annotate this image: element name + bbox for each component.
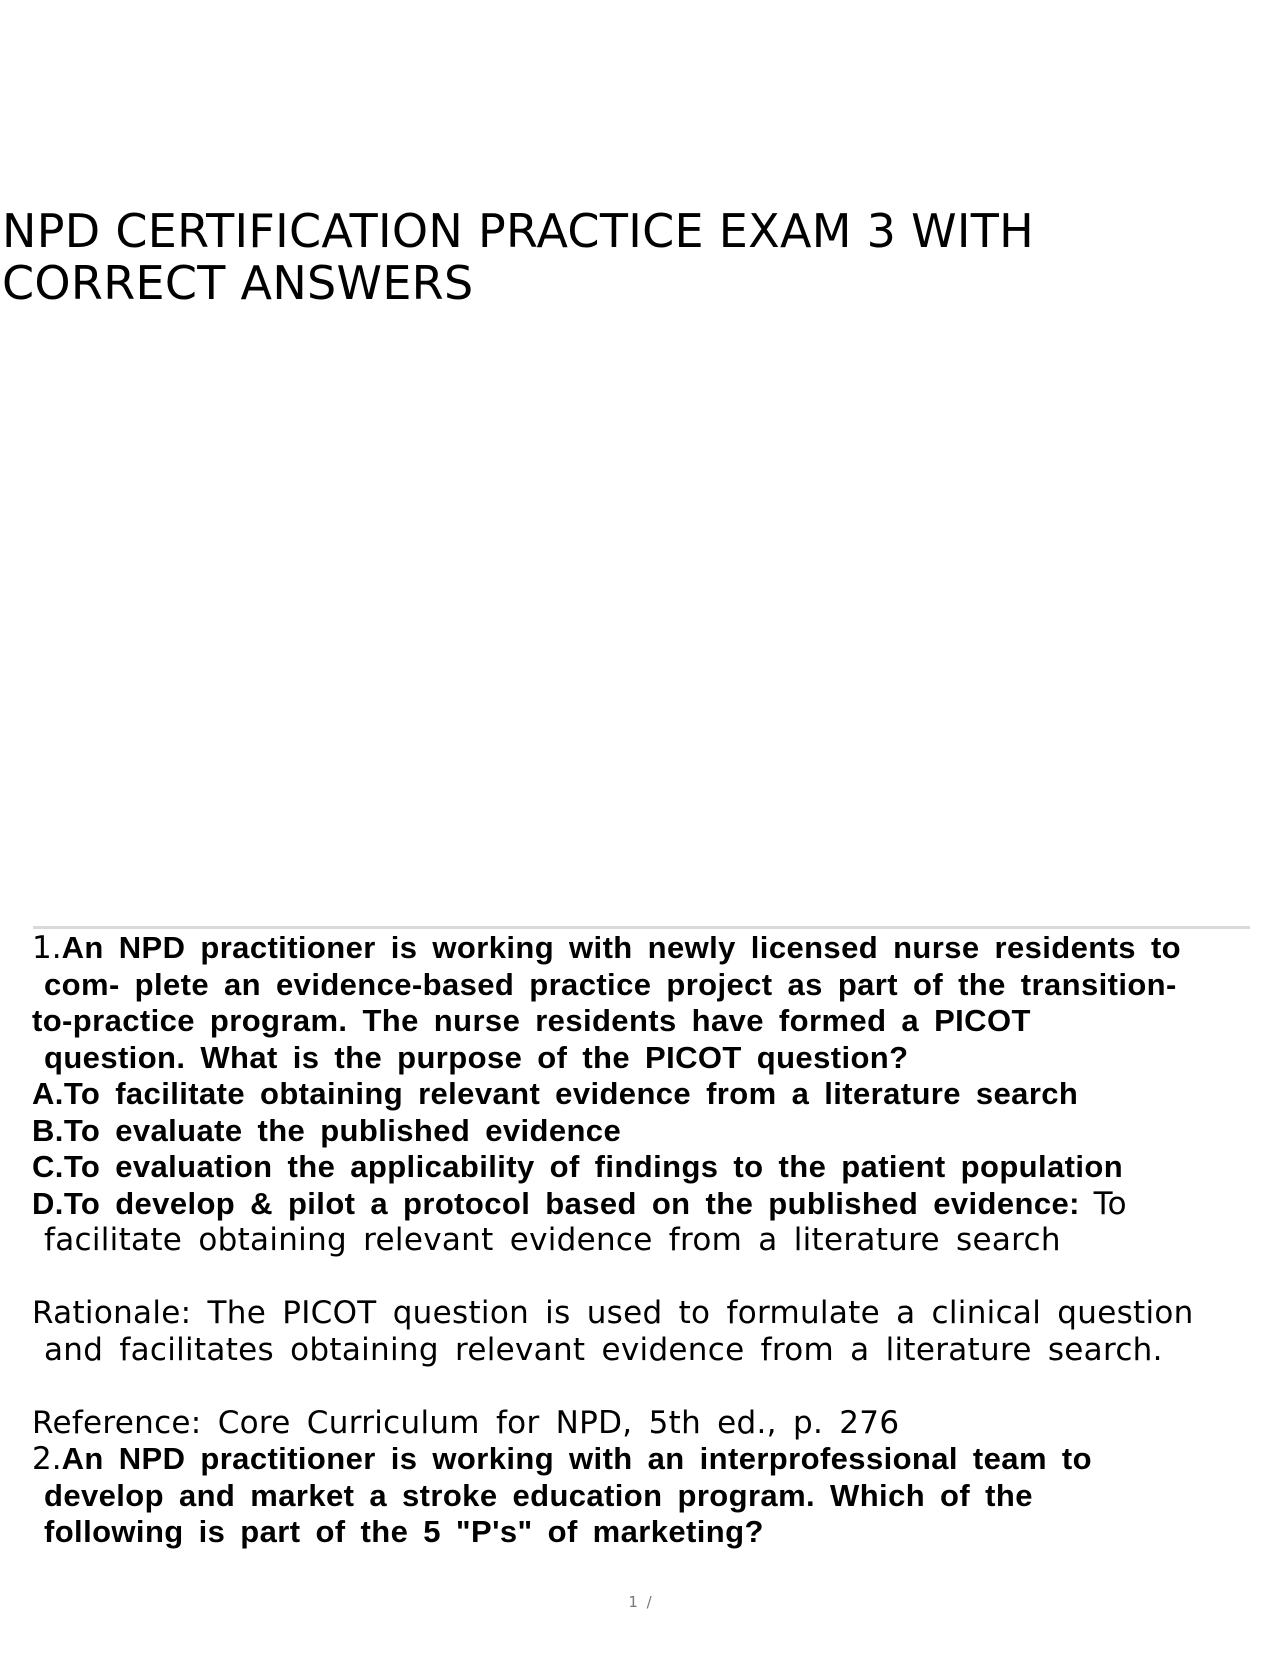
answer-option-d bbox=[32, 1186, 1252, 1223]
option-letter: D. bbox=[32, 1185, 64, 1221]
question-number: 2. bbox=[32, 1441, 62, 1477]
answer-option-c bbox=[32, 1149, 1252, 1186]
question-stem-line: develop and market a stroke education program. Which of the bbox=[44, 1477, 1033, 1513]
option-letter: A. bbox=[32, 1076, 64, 1111]
answer-option-a bbox=[32, 1076, 1252, 1113]
question-stem-line bbox=[32, 930, 1252, 967]
question-stem-line: com- plete an evidence-based practice project as part of the transition- bbox=[44, 966, 1177, 1002]
option-text: To evaluation the applicability of findings to the patient population bbox=[63, 1149, 1124, 1184]
question-number: 1. bbox=[32, 930, 62, 966]
question-1 bbox=[32, 930, 1252, 1441]
option-letter: C. bbox=[32, 1149, 64, 1184]
question-stem-line: question. What is the purpose of the PICOT question? bbox=[44, 1039, 909, 1075]
option-text: To develop & pilot a protocol based on the published evidence: bbox=[63, 1185, 1080, 1221]
question-list bbox=[32, 930, 1252, 1551]
question-stem-line: to-practice program. The nurse residents have formed a PICOT bbox=[32, 1003, 1031, 1038]
correct-answer-continuation: facilitate obtaining relevant evidence from a literature search bbox=[44, 1222, 1061, 1258]
rationale-line: and facilitates obtaining relevant evidence from a literature search. bbox=[44, 1331, 1163, 1368]
page-number: 1 / bbox=[628, 1593, 652, 1611]
question-stem-line bbox=[32, 1441, 1252, 1478]
question-stem-line: following is part of the 5 "P's" of marketing? bbox=[44, 1514, 764, 1549]
option-text: To evaluate the published evidence bbox=[63, 1112, 622, 1148]
answer-option-b bbox=[32, 1113, 1252, 1150]
option-letter: B. bbox=[32, 1112, 64, 1148]
question-2 bbox=[32, 1441, 1252, 1551]
reference-line: Reference: Core Curriculum for NPD, 5th ed., p. 276 bbox=[32, 1404, 900, 1441]
question-stem-text: An NPD practitioner is working with an interprofessional team to bbox=[61, 1441, 1092, 1476]
rationale-line: Rationale: The PICOT question is used to formulate a clinical question bbox=[32, 1295, 1194, 1331]
page-title: NPD CERTIFICATION PRACTICE EXAM 3 WITH CORRECT ANSWERS bbox=[2, 204, 1035, 310]
section-divider bbox=[33, 926, 1250, 929]
question-stem-text: An NPD practitioner is working with newly licensed nurse residents to bbox=[61, 930, 1182, 965]
correct-answer-text: To bbox=[1093, 1185, 1127, 1222]
option-text: To facilitate obtaining relevant evidence from a literature search bbox=[63, 1076, 1079, 1111]
